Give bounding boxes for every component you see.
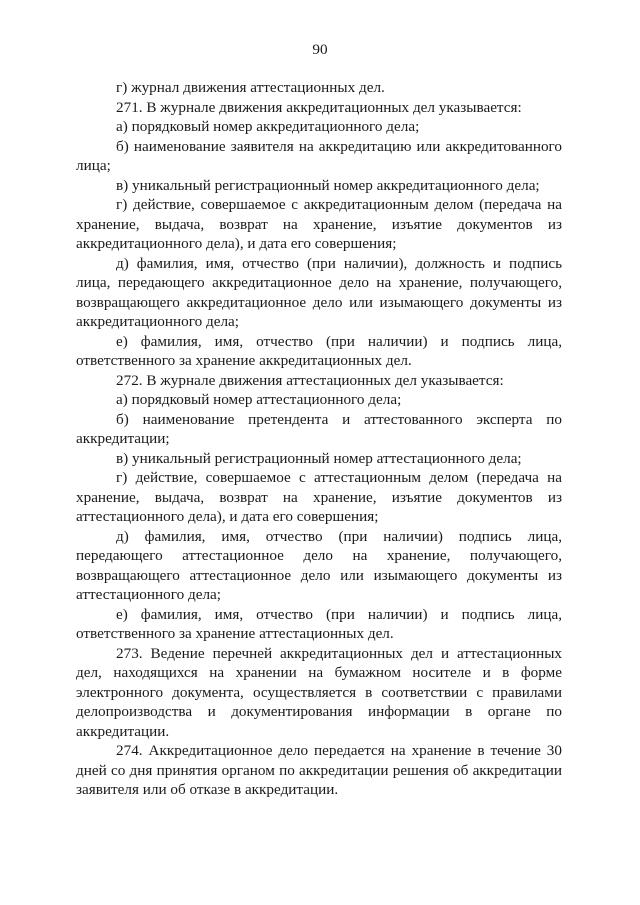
paragraph-272-heading: 272. В журнале движения аттестационных дел указывается:: [116, 371, 504, 389]
paragraph-271-e: е) фамилия, имя, отчество (при наличии) и подпись лица, ответственного за хранение аккредитационных дел.: [76, 332, 562, 369]
paragraph-271-b: б) наименование заявителя на аккредитацию или аккредитованного лица;: [76, 137, 562, 174]
paragraph-272-g: г) действие, совершаемое с аттестационным делом (передача на хранение, выдача, возврат на хранение, изъятие документов из аттестационного дела), и дата его совершения;: [76, 469, 562, 525]
paragraph-271-heading: 271. В журнале движения аккредитационных дел указывается:: [116, 98, 522, 116]
paragraph-271-v: в) уникальный регистрационный номер аккредитационного дела;: [116, 176, 540, 194]
paragraph-272-e: е) фамилия, имя, отчество (при наличии) и подпись лица, ответственного за хранение аттестационных дел.: [76, 605, 562, 642]
paragraph-272-d: д) фамилия, имя, отчество (при наличии) подпись лица, передающего аттестационное дело на хранение, получающего, возвращающего аттестационное дело или изымающего документы из аттестационного дела;: [76, 527, 562, 603]
paragraph-journal-attestation: г) журнал движения аттестационных дел.: [116, 79, 385, 96]
paragraph-271-d: д) фамилия, имя, отчество (при наличии), должность и подпись лица, передающего аккредитационное дело на хранение, получающего, возвращающего аккредитационное дело или изымающего документы из аккредитационного дела;: [76, 254, 562, 330]
paragraph-271-g: г) действие, совершаемое с аккредитационным делом (передача на хранение, выдача, возврат на хранение, изъятие документов из аккредитационного дела), и дата его совершения;: [76, 196, 562, 252]
page-number: 90: [312, 41, 328, 58]
paragraph-272-b: б) наименование претендента и аттестованного эксперта по аккредитации;: [76, 410, 562, 447]
document-body: [76, 78, 562, 800]
paragraph-271-a: а) порядковый номер аккредитационного дела;: [116, 118, 420, 135]
paragraph-272-a: а) порядковый номер аттестационного дела;: [116, 391, 402, 408]
paragraph-274: 274. Аккредитационное дело передается на хранение в течение 30 дней со дня принятия органом по аккредитации решения об аккредитации заявителя или об отказе в аккредитации.: [76, 742, 562, 798]
paragraph-272-v: в) уникальный регистрационный номер аттестационного дела;: [116, 449, 522, 467]
paragraph-273: 273. Ведение перечней аккредитационных дел и аттестационных дел, находящихся на хранении на бумажном носителе и в форме электронного документа, осуществляется в соответствии с правилами делопроизводства и документирования информации в органе по аккредитации.: [76, 644, 562, 740]
